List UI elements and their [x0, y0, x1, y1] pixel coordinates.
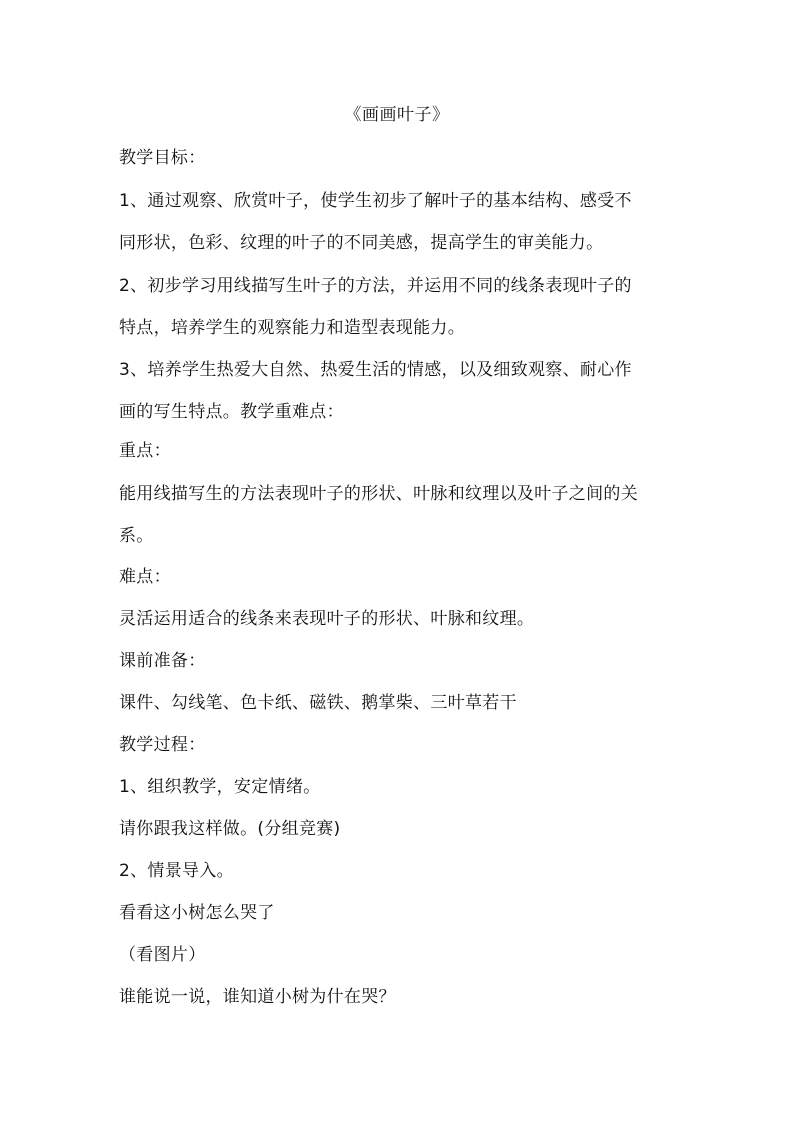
text-line: 能用线描写生的方法表现叶子的形状、叶脉和纹理以及叶子之间的关 [119, 484, 638, 504]
text-line: 特点，培养学生的观察能力和造型表现能力。 [119, 318, 465, 338]
text-line-heading-preparation: 课前准备： [119, 651, 206, 671]
text-line: 灵活运用适合的线条来表现叶子的形状、叶脉和纹理。 [119, 609, 535, 629]
text-line: 1、通过观察、欣赏叶子，使学生初步了解叶子的基本结构、感受不 [119, 191, 632, 211]
text-line: 请你跟我这样做。(分组竞赛) [119, 819, 341, 839]
text-line: 系。 [119, 526, 154, 546]
text-line: （看图片） [119, 945, 206, 965]
text-line: 画的写生特点。教学重难点： [119, 402, 344, 422]
text-line: 同形状，色彩、纹理的叶子的不同美感，提高学生的审美能力。 [119, 233, 604, 253]
text-line: 2、情景导入。 [119, 861, 234, 881]
text-line: 3、培养学生热爱大自然、热爱生活的情感，以及细致观察、耐心作 [119, 360, 632, 380]
text-line: 课件、勾线笔、色卡纸、磁铁、鹅掌柴、三叶草若干 [119, 693, 517, 713]
text-line: 谁能说一说，谁知道小树为什在哭？ [119, 987, 396, 1007]
text-line-heading-key-point: 重点： [119, 441, 171, 461]
text-line-heading-objectives: 教学目标： [119, 148, 206, 168]
text-line-heading-process: 教学过程： [119, 735, 206, 755]
text-line: 2、初步学习用线描写生叶子的方法，并运用不同的线条表现叶子的 [119, 276, 632, 296]
text-line: 看看这小树怎么哭了 [119, 903, 275, 923]
text-line-heading-difficulty: 难点： [119, 567, 171, 587]
document-title: 《画画叶子》 [344, 105, 450, 125]
text-line: 1、组织教学，安定情绪。 [119, 777, 321, 797]
